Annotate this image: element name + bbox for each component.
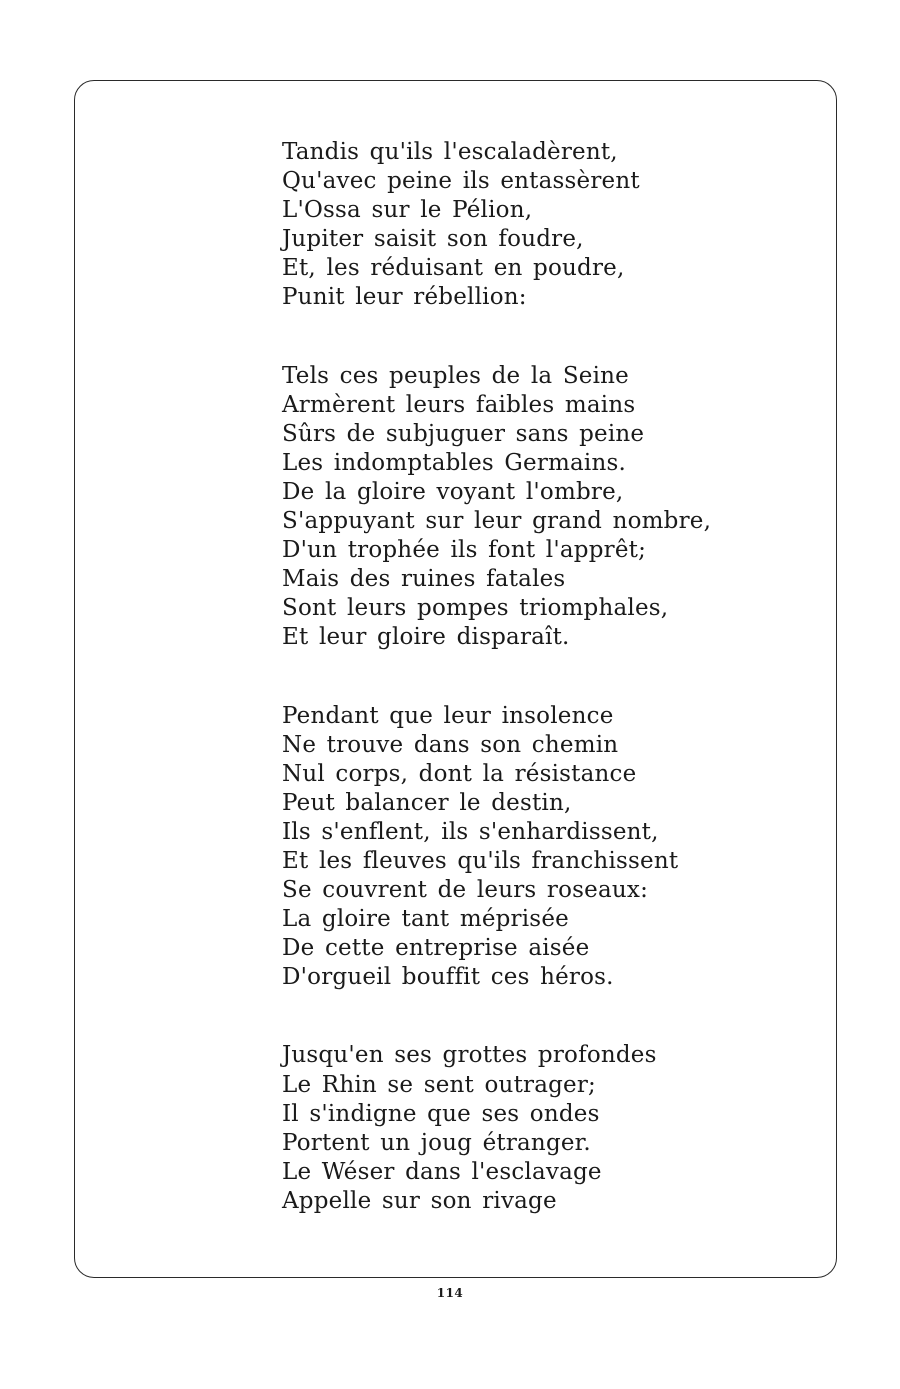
verse-line: S'appuyant sur leur grand nombre, bbox=[282, 508, 712, 535]
page-number: 114 bbox=[436, 1286, 464, 1300]
stanza-3 bbox=[282, 702, 712, 993]
verse-line: D'orgueil bouffit ces héros. bbox=[282, 964, 614, 991]
stanza-2 bbox=[282, 362, 712, 653]
verse-line: Nul corps, dont la résistance bbox=[282, 760, 637, 787]
verse-line: Armèrent leurs faibles mains bbox=[282, 391, 636, 418]
verse-line: Jupiter saisit son foudre, bbox=[282, 226, 584, 253]
verse-line: Ne trouve dans son chemin bbox=[282, 731, 619, 758]
verse-line: Pendant que leur insolence bbox=[282, 702, 614, 729]
verse-line: Ils s'enflent, ils s'enhardissent, bbox=[282, 818, 659, 845]
verse-line: Qu'avec peine ils entassèrent bbox=[282, 168, 640, 195]
verse-line: Sûrs de subjuguer sans peine bbox=[282, 420, 645, 447]
verse-line: Sont leurs pompes triomphales, bbox=[282, 595, 669, 622]
verse-line: Se couvrent de leurs roseaux: bbox=[282, 877, 649, 904]
stanza-4 bbox=[282, 1041, 712, 1216]
verse-line: Jusqu'en ses grottes profondes bbox=[282, 1042, 657, 1069]
verse-line: La gloire tant méprisée bbox=[282, 906, 569, 933]
verse-line: Tandis qu'ils l'escaladèrent, bbox=[282, 139, 618, 165]
verse-line: Appelle sur son rivage bbox=[282, 1187, 557, 1214]
verse-line: Le Rhin se sent outrager; bbox=[282, 1071, 597, 1098]
verse-line: Tels ces peuples de la Seine bbox=[282, 362, 629, 389]
verse-line: Portent un joug étranger. bbox=[282, 1129, 591, 1156]
verse-line: De la gloire voyant l'ombre, bbox=[282, 478, 624, 505]
verse-line: Et, les réduisant en poudre, bbox=[282, 255, 625, 282]
verse-line: Les indomptables Germains. bbox=[282, 449, 627, 476]
verse-line: Il s'indigne que ses ondes bbox=[282, 1100, 600, 1127]
poem-body bbox=[282, 138, 712, 1216]
verse-line: Et les fleuves qu'ils franchissent bbox=[282, 847, 679, 874]
stanza-1 bbox=[282, 138, 712, 313]
verse-line: Peut balancer le destin, bbox=[282, 789, 572, 816]
verse-line: L'Ossa sur le Pélion, bbox=[282, 197, 533, 224]
verse-line: D'un trophée ils font l'apprêt; bbox=[282, 537, 647, 564]
verse-line: Le Wéser dans l'esclavage bbox=[282, 1158, 602, 1185]
verse-line: Punit leur rébellion: bbox=[282, 284, 527, 311]
verse-line: Mais des ruines fatales bbox=[282, 566, 566, 593]
verse-line: Et leur gloire disparaît. bbox=[282, 624, 570, 651]
verse-line: De cette entreprise aisée bbox=[282, 935, 590, 962]
